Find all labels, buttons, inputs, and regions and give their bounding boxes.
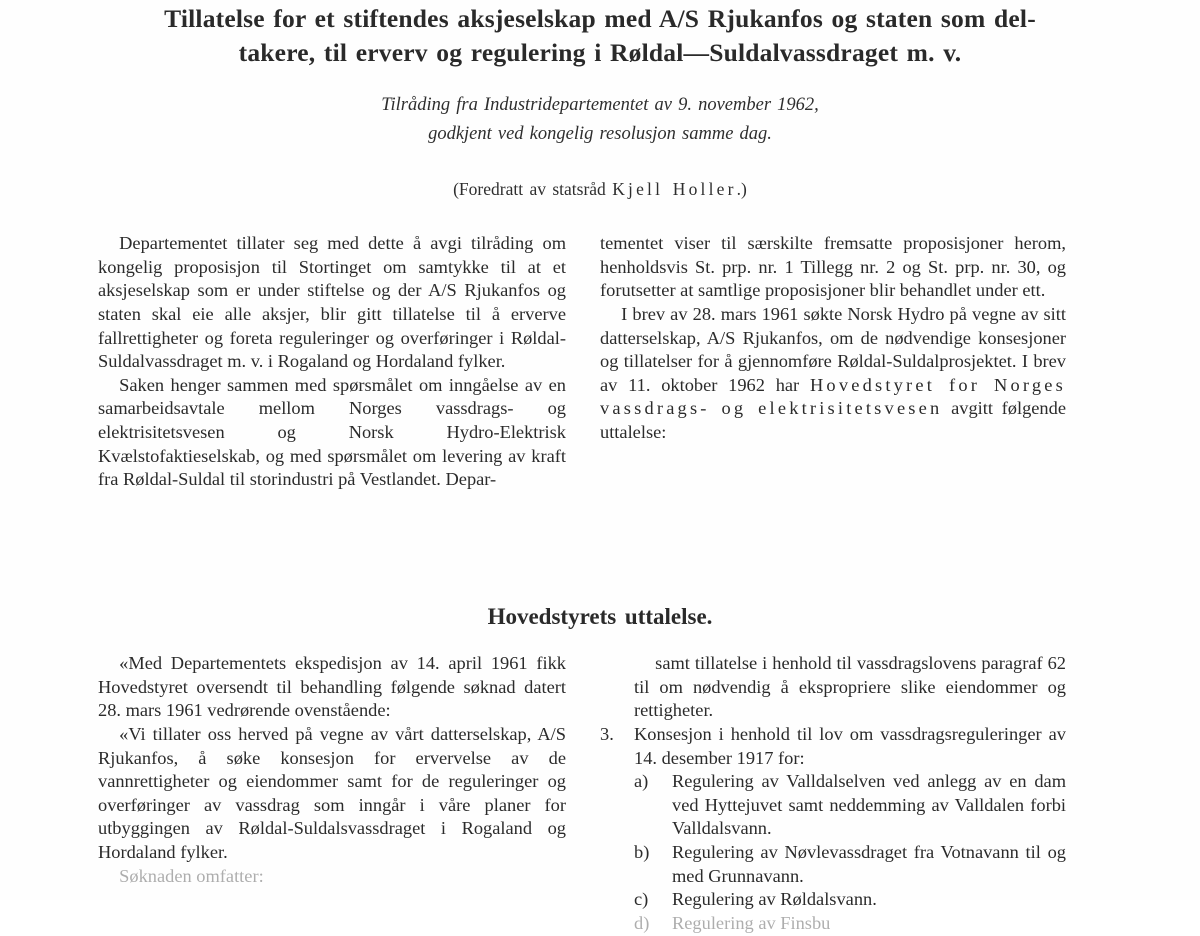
list-item-text: Regulering av Valldalselven ved anlegg av en dam ved Hyttejuvet samt neddemming av Valldalen forbi Valldalsvann. — [672, 771, 1066, 839]
page-title — [105, 2, 1095, 69]
list-item — [600, 770, 1066, 841]
list-item-clipped — [600, 912, 1066, 936]
list-marker: c) — [634, 889, 649, 910]
paragraph: «Med Departementets ekspedisjon av 14. april 1961 fikk Hovedstyret oversendt til behandling følgende søknad datert 28. mars 1961 vedrørende ovenstående: — [98, 653, 566, 721]
list-item-text: Regulering av Røldalsvann. — [672, 889, 877, 910]
upper-left-column — [98, 232, 566, 492]
paragraph — [600, 303, 1066, 445]
title-block — [0, 0, 1200, 200]
paragraph: tementet viser til særskilte fremsatte proposisjoner herom, henholdsvis St. prp. nr. 1 Tillegg nr. 2 og St. prp. nr. 30, og forutsetter at samtlige proposisjoner blir behandlet under ett. — [600, 233, 1066, 301]
byline-speaker-name: Kjell Holler — [612, 178, 737, 199]
subtitle-line-2: godkjent ved kongelig resolusjon samme dag. — [428, 123, 772, 144]
lower-right-column — [600, 652, 1066, 936]
list-item-text: Regulering av Finsbu — [672, 913, 831, 934]
upper-right-column — [600, 232, 1066, 445]
lower-left-column — [98, 652, 566, 888]
byline — [0, 179, 1200, 200]
list-item — [600, 723, 1066, 770]
byline-prefix: (Foredratt av statsråd — [453, 178, 613, 199]
subtitle-line-1: Tilråding fra Industridepartementet av 9. november 1962, — [381, 95, 819, 116]
byline-suffix: .) — [736, 178, 747, 199]
paragraph-part-b: avgitt følgende uttalelse: — [600, 398, 1066, 443]
list-item-text: Regulering av Nøvlevassdraget fra Votnavann til og med Grunnavann. — [672, 842, 1066, 886]
title-line-1: Tillatelse for et stiftendes aksjeselskap med A/S Rjukanfos og staten som del- — [164, 4, 1036, 33]
list-continuation-text: samt tillatelse i henhold til vassdragslovens paragraf 62 til om nødvendig å ekspropriere slike eiendommer og rettigheter. — [634, 653, 1066, 721]
section-heading: Hovedstyrets uttalelse. — [487, 604, 713, 629]
emphasis-spaced-text: Hovedstyret for Norges vassdrags- og elektrisitetsvesen — [600, 374, 1067, 419]
list-marker: d) — [634, 913, 650, 934]
title-line-2: takere, til erverv og regulering i Røldal—Suldalvassdraget m. v. — [238, 37, 962, 67]
list-marker: a) — [634, 771, 649, 792]
list-item — [600, 841, 1066, 888]
list-item-text: Konsesjon i henhold til lov om vassdragsreguleringer av 14. desember 1917 for: — [634, 723, 1066, 768]
paragraph: Saken henger sammen med spørsmålet om inngåelse av en samarbeidsavtale mellom Norges vassdrags- og elektrisitetsvesen og Norsk Hydro-Elektrisk Kvælstofaktieselskab, og med spørsmålet om levering av kraft fra Røldal-Suldal til storindustri på Vestlandet. Depar- — [98, 374, 566, 490]
paragraph: «Vi tillater oss herved på vegne av vårt datterselskap, A/S Rjukanfos, å søke konsesjon for ervervelse av de vannrettigheter og eiendommer samt for de reguleringer og overføringer av vassdrag som inngår i våre planer for utbyggingen av Røldal-Suldalsvassdraget i Rogaland og Hordaland fylker. — [98, 723, 566, 863]
paragraph-part-a: I brev av 28. mars 1961 søkte Norsk Hydro på vegne av sitt datterselskap, A/S Rjukanfos, om de nødvendige konsesjoner og tillatelser for å gjennomføre Røldal-Suldalprosjektet. I brev av 11. oktober 1962 har — [600, 303, 1066, 395]
document-subtitle — [0, 91, 1200, 148]
list-item — [600, 888, 1066, 912]
paragraph: Departementet tillater seg med dette å avgi tilråding om kongelig proposisjon til Stortinget om samtykke til at et aksjeselskap som er under stiftelse og der A/S Rjukanfos og staten skal eie alle aksjer, blir gitt tillatelse til å erverve fallrettigheter og foreta reguleringer og overføringer i Røldal-Suldalvassdraget m. v. i Rogaland og Hordaland fylker. — [98, 233, 566, 372]
list-marker: b) — [634, 842, 650, 863]
paragraph-clipped: Søknaden omfatter: — [119, 865, 264, 886]
list-marker: 3. — [600, 723, 614, 744]
